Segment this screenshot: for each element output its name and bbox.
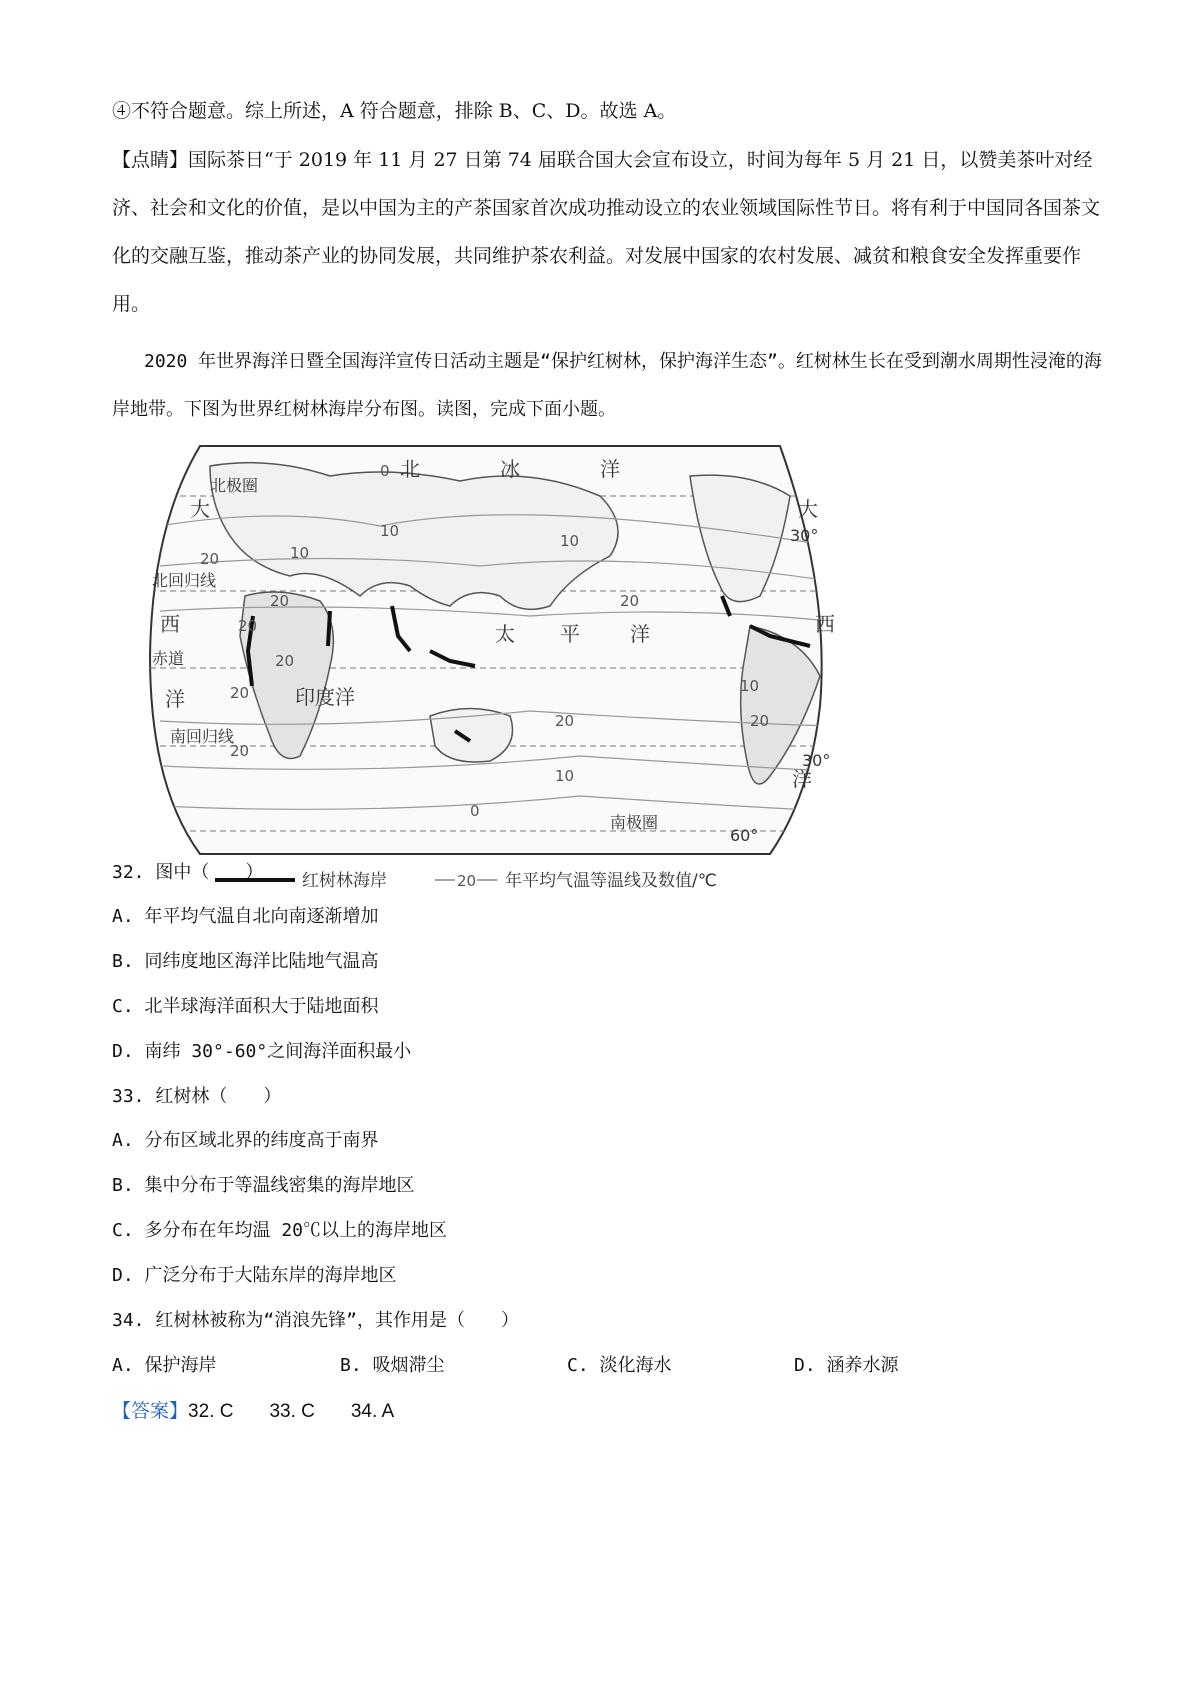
iso-label: 20 [750,712,770,730]
iso-label: 10 [555,767,575,785]
iso-label: 20 [275,652,295,670]
answer-item: 32. C [188,1401,234,1422]
question-34-option-d: D. 涵养水源 [794,1355,899,1376]
iso-label: 20 [238,617,258,635]
iso-label: 20 [230,684,250,702]
legend-mangrove-label: 红树林海岸 [302,871,387,891]
legend-isotherm-value: 20 [457,872,477,890]
iso-label: 10 [560,532,580,550]
question-34-option-a: A. 保护海岸 [112,1355,217,1376]
label-atlantic-right-2: 西 [815,612,835,636]
label-north-ice-ocean-2: 冰 [500,457,520,481]
question-33-stem: 33. 红树林（ ） [112,1086,282,1107]
label-antarctic-circle: 南极圈 [610,813,659,832]
label-indian-ocean: 印度洋 [295,685,355,709]
previous-answer-line: ④不符合题意。综上所述，A 符合题意，排除 B、C、D。故选 A。 [112,100,677,122]
answer-tag: 【答案】 [112,1400,189,1422]
dianjing-paragraph [112,136,1102,328]
label-atlantic-left-3: 洋 [165,687,185,711]
iso-label: 10 [380,522,400,540]
iso-label: 20 [270,592,290,610]
answer-line [112,1398,394,1425]
label-tropic-cancer: 北回归线 [152,571,217,590]
label-north-ice-ocean-1: 北 [400,457,420,481]
question-33-option-b: B. 集中分布于等温线密集的海岸地区 [112,1175,415,1196]
answer-item: 33. C [269,1401,315,1422]
iso-label: 20 [555,712,575,730]
question-32-option-d: D. 南纬 30°-60°之间海洋面积最小 [112,1041,412,1062]
question-34-stem: 34. 红树林被称为“消浪先锋”，其作用是（ ） [112,1310,520,1331]
dianjing-text: 国际茶日“于 2019 年 11 月 27 日第 74 届联合国大会宣布设立，时间为每年 5 月 21 日，以赞美茶叶对经济、社会和文化的价值，是以中国为主的产茶国家首次成功推动设立的农业领域国际性节日。将有利于中国同各国茶文化的交融互鉴，推动茶产业的协同发展，共同维护茶农利益。对发展中国家的农村发展、减贫和粮食安全发挥重要作用。 [112,149,1101,315]
question-32-option-b: B. 同纬度地区海洋比陆地气温高 [112,951,379,972]
label-atlantic-left-1: 大 [190,497,210,521]
intro-paragraph: 2020 年世界海洋日暨全国海洋宣传日活动主题是“保护红树林，保护海洋生态”。红树林生长在受到潮水周期性浸淹的海岸地带。下图为世界红树林海岸分布图。读图，完成下面小题。 [112,351,1102,420]
label-atlantic-right-1: 大 [798,497,818,521]
question-34-option-b: B. 吸烟滞尘 [340,1355,445,1376]
iso-label: 20 [230,742,250,760]
question-33-option-c: C. 多分布在年均温 20℃以上的海岸地区 [112,1220,448,1241]
iso-label: 20 [620,592,640,610]
legend-isotherm-label: 年平均气温等温线及数值/℃ [505,871,717,891]
iso-label: 20 [200,550,220,568]
answer-item: 34. A [350,1401,395,1422]
world-map-figure [130,436,850,906]
label-arctic-circle: 北极圈 [210,476,259,495]
label-lat-60s: 60° [730,826,759,845]
question-33-option-d: D. 广泛分布于大陆东岸的海岸地区 [112,1265,397,1286]
iso-label: 10 [740,677,760,695]
question-33-option-a: A. 分布区域北界的纬度高于南界 [112,1130,379,1151]
label-tropic-capricorn: 南回归线 [170,727,235,746]
label-lat-30s: 30° [802,751,831,770]
label-lat-30n: 30° [790,526,819,545]
question-32-stem: 32. 图中（ ） [112,862,264,883]
label-atlantic-left-2: 西 [160,612,180,636]
question-32-option-c: C. 北半球海洋面积大于陆地面积 [112,996,379,1017]
question-32-option-a: A. 年平均气温自北向南逐渐增加 [112,906,379,927]
label-equator: 赤道 [152,649,185,668]
dianjing-tag: 【点睛】 [112,149,189,171]
label-pacific-3: 洋 [630,622,650,646]
mangrove-map [130,436,850,906]
iso-label: 10 [290,544,310,562]
label-north-ice-ocean-3: 洋 [600,457,620,481]
iso-label: 0 [380,462,390,480]
label-pacific-2: 平 [560,622,580,646]
iso-label: 0 [470,802,480,820]
mangrove-coast-east-africa [328,611,330,646]
label-pacific-1: 太 [495,622,515,646]
label-atlantic-right-3: 洋 [792,767,812,791]
question-34-option-c: C. 淡化海水 [567,1355,672,1376]
